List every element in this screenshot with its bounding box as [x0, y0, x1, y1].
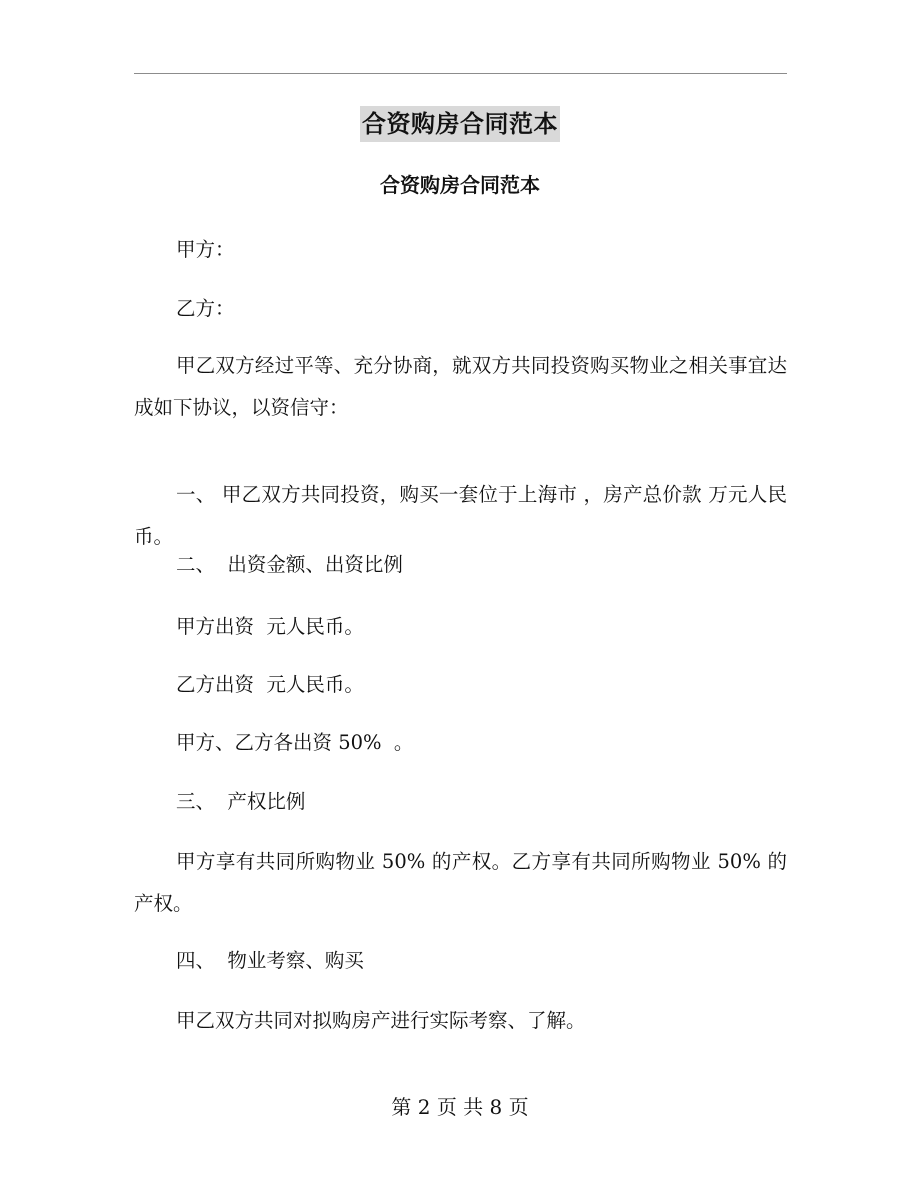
document-subtitle: 合资购房合同范本	[380, 173, 540, 197]
header-rule	[134, 73, 787, 74]
document-title	[0, 106, 920, 142]
party-a-line: 甲方：	[176, 238, 235, 261]
clause-4-heading: 四、 物业考察、购买	[176, 949, 364, 972]
clause-2-heading: 二、 出资金额、出资比例	[176, 553, 403, 576]
ownership-ratio-paragraph: 甲方享有共同所购物业 50% 的产权。乙方享有共同所购物业 50% 的产权。	[134, 850, 787, 915]
page-number-footer: 第 2 页 共 8 页	[391, 1095, 529, 1119]
party-b-contribution: 乙方出资 元人民币。	[176, 673, 364, 696]
party-b-line: 乙方：	[176, 297, 235, 320]
contribution-ratio: 甲方、乙方各出资 50% 。	[176, 731, 414, 754]
document-title-text: 合资购房合同范本	[360, 106, 560, 142]
clause-3-heading: 三、 产权比例	[176, 790, 306, 813]
clause-1-paragraph: 一、 甲乙双方共同投资，购买一套位于上海市 ，房产总价款 万元人民币。	[134, 483, 787, 548]
party-a-contribution: 甲方出资 元人民币。	[176, 615, 364, 638]
preamble-paragraph: 甲乙双方经过平等、充分协商，就双方共同投资购买物业之相关事宜达成如下协议，以资信守：	[134, 354, 787, 419]
inspection-paragraph: 甲乙双方共同对拟购房产进行实际考察、了解。	[176, 1009, 586, 1032]
